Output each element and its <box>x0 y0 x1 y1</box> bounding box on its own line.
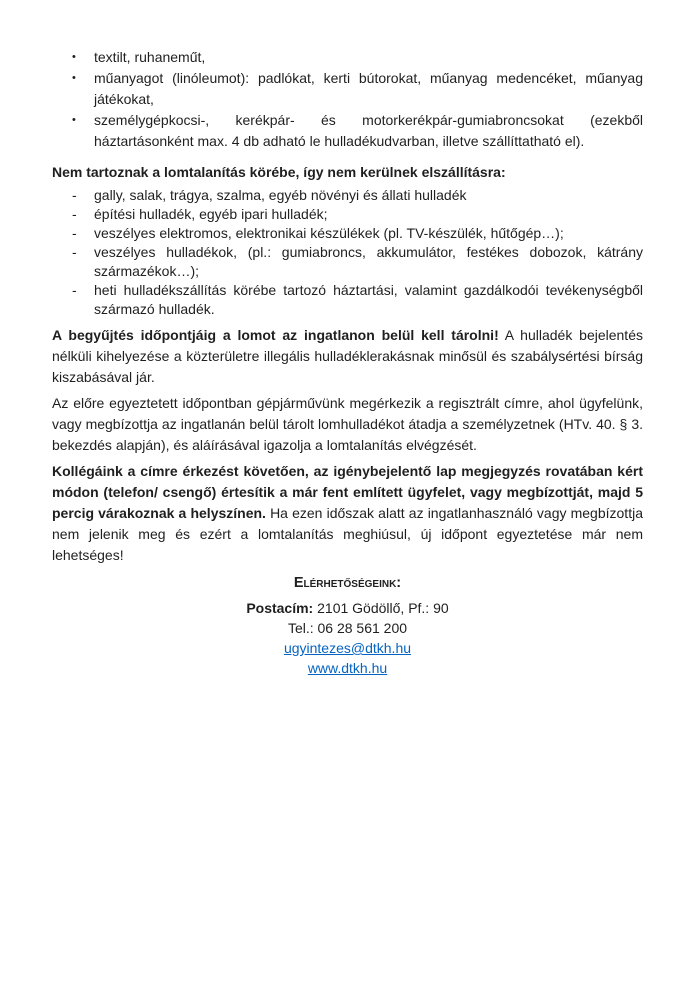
phone-number: Tel.: 06 28 561 200 <box>287 620 408 636</box>
postal-address-label: Postacím: <box>246 600 314 616</box>
section-heading: Nem tartoznak a lomtalanítás körébe, így nem kerülnek elszállításra: <box>52 164 506 180</box>
list-item <box>52 281 643 319</box>
list-item <box>52 110 643 152</box>
paragraph <box>52 393 643 456</box>
postal-address-value: 2101 Gödöllő, Pf.: 90 <box>313 600 449 616</box>
bullet-list <box>52 47 643 152</box>
list-item-text: műanyagot (linóleumot): padlókat, kerti bútorokat, műanyag medencéket, műanyag játékokat, <box>94 70 643 107</box>
dash-icon: - <box>72 282 77 298</box>
paragraph-text: Ha ezen időszak alatt az ingatlanhasználó vagy megbízottja nem jelenik meg és ezért a lomtalanítás meghiúsul, új időpont egyeztetése már nem lehetséges! <box>52 505 643 563</box>
dash-icon: - <box>72 244 77 260</box>
list-item-text: személygépkocsi-, kerékpár- és motorkerékpár-gumiabroncsokat (ezekből háztartásonként max. 4 db adható le hulladékudvarban, illetve szállíttatható el). <box>94 112 643 149</box>
dash-icon: - <box>72 206 77 222</box>
email-link[interactable]: ugyintezes@dtkh.hu <box>283 640 412 656</box>
list-item <box>52 224 643 243</box>
list-item-text: építési hulladék, egyéb ipari hulladék; <box>94 206 328 222</box>
list-item <box>52 47 643 68</box>
paragraph-text: Az előre egyeztetett időpontban gépjárművünk megérkezik a regisztrált címre, ahol ügyfelünk, vagy megbízottja az ingatlanán belül tárolt lomhulladékot átadja a személyzetnek (HTv. 40. § 3. bekezdés alapján), és aláírásával igazolja a lomtalanítás elvégzését. <box>52 395 643 453</box>
list-item-text: veszélyes hulladékok, (pl.: gumiabroncs, akkumulátor, festékes dobozok, kátrány származékok…); <box>94 244 643 279</box>
paragraph-bold-lead: Kollégáink a címre érkezést követően, az igénybejelentő lap megjegyzés rovatában kért módon (telefon/ csengő) értesítik a már fent említett ügyfelet, vagy megbízottját, majd 5 percig várakoznak a helyszínen. <box>52 463 643 521</box>
dash-list <box>52 186 643 319</box>
bullet-icon: • <box>72 51 76 63</box>
list-item-text: veszélyes elektromos, elektronikai készülékek (pl. TV-készülék, hűtőgép…); <box>94 225 564 241</box>
contact-section <box>52 573 643 678</box>
bullet-icon: • <box>72 72 76 84</box>
list-item-text: heti hulladékszállítás körébe tartozó háztartási, valamint gazdálkodói tevékenységből származó hulladék. <box>94 282 643 317</box>
paragraph <box>52 461 643 566</box>
paragraph-bold-lead: A begyűjtés időpontjáig a lomot az ingatlanon belül kell tárolni! <box>52 327 499 343</box>
list-item-text: textilt, ruhaneműt, <box>94 49 206 65</box>
list-item <box>52 186 643 205</box>
list-item <box>52 243 643 281</box>
bullet-icon: • <box>72 114 76 126</box>
postal-address <box>52 598 643 618</box>
contact-heading: Elérhetőségeink: <box>293 575 402 591</box>
list-item-text: gally, salak, trágya, szalma, egyéb növényi és állati hulladék <box>94 187 467 203</box>
list-item <box>52 68 643 110</box>
dash-icon: - <box>72 225 77 241</box>
website-link[interactable]: www.dtkh.hu <box>307 660 388 676</box>
paragraph-text: A hulladék bejelentés nélküli kihelyezése a közterületre illegális hulladéklerakásnak minősül és szabálysértési bírság kiszabásával jár. <box>52 327 643 385</box>
paragraph <box>52 325 643 388</box>
list-item <box>52 205 643 224</box>
dash-icon: - <box>72 187 77 203</box>
